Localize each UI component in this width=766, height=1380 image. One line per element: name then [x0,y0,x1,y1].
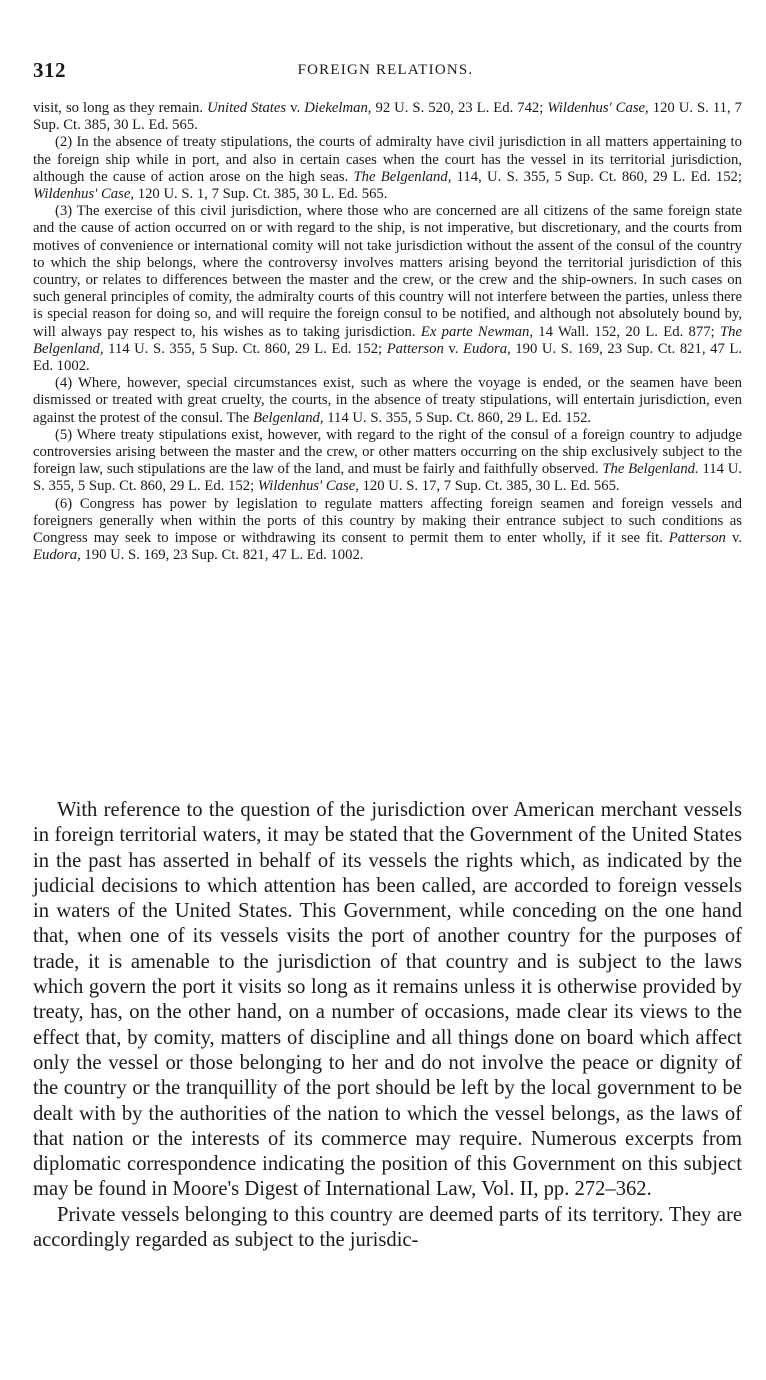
case-name: Eudora, [463,340,511,357]
note-text: v. [286,100,305,116]
note-paragraph [33,427,742,496]
note-text: 92 U. S. 520, 23 L. Ed. 742; [371,100,548,116]
body-paragraph: Private vessels belonging to this country are deemed parts of its territory. They are accordingly regarded as subject to the jurisdic- [33,1203,742,1252]
case-name: Wildenhus' Case, [33,186,135,203]
note-text: 114 U. S. 355, 5 Sup. Ct. 860, 29 L. Ed. 152; [33,461,743,495]
page-number: 312 [33,58,66,82]
case-name: Diekelman, [304,100,372,116]
note-paragraph [33,134,742,203]
note-paragraph [33,100,742,134]
page-header [33,58,738,88]
case-name: The Belgenland, [353,168,452,185]
case-name: Wildenhus' Case, [257,478,359,495]
case-name: Wildenhus' Case, [547,100,649,116]
note-text: visit, so long as they remain. [33,100,208,116]
case-name: Eudora, [33,547,81,564]
case-name: Belgenland, [253,409,324,426]
note-paragraph [33,203,742,375]
note-text: 14 Wall. 152, 20 L. Ed. 877; [533,323,720,340]
note-text: 114 U. S. 355, 5 Sup. Ct. 860, 29 L. Ed. 152. [323,409,592,426]
footnote-block [33,100,742,564]
case-name: The Belgenland, [33,323,742,357]
running-title: FOREIGN RELATIONS. [297,62,474,78]
note-text: 190 U. S. 169, 23 Sup. Ct. 821, 47 L. Ed. 1002. [80,547,364,564]
note-text: 120 U. S. 11, 7 Sup. Ct. 385, 30 L. Ed. 565. [33,100,743,134]
note-text: 120 U. S. 1, 7 Sup. Ct. 385, 30 L. Ed. 565. [134,186,388,203]
case-name: Patterson [386,340,444,357]
note-text: 114 U. S. 355, 5 Sup. Ct. 860, 29 L. Ed. 152; [103,340,387,357]
case-name: Ex parte Newman, [420,323,534,340]
note-text: (3) The exercise of this civil jurisdiction, where those who are concerned are all citizens of the same foreign state and the cause of action occurred on or with regard to the ship, is not imperative, but discretionary, and the courts from motives of convenience or international comity will not take jurisdiction without the assent of the consul of the country to which the ship belongs, where the controversy involves matters arising beyond the territorial jurisdiction of this country, or relates to differences between the master and the crew, or the crew and the ship-owners. In such cases on such general principles of comity, the admiralty courts of this country will not interfere between the parties, unless there is special reason for doing so, and will require the foreign consul to be notified, and although not absolutely bound by, will always pay respect to, his wishes as to taking jurisdiction. [33,203,742,340]
note-text: (2) In the absence of treaty stipulations, the courts of admiralty have civil jurisdiction in all matters appertaining to the foreign ship while in port, and also in certain cases when the court has the vessel in its territorial jurisdiction, although the cause of action arose on the high seas. [33,134,742,185]
body-paragraph: With reference to the question of the jurisdiction over American merchant vessels in foreign territorial waters, it may be stated that the Government of the United States in the past has asserted in behalf of its vessels the rights which, as indicated by the judicial decisions to which attention has been called, are accorded to foreign vessels in waters of the United States. This Government, while conceding on the one hand that, when one of its vessels visits the port of another country for the purposes of trade, it is amenable to the jurisdiction of that country and is subject to the laws which govern the port it visits so long as it remains unless it is otherwise provided by treaty, has, on the other hand, on a number of occasions, made clear its views to the effect that, by comity, matters of discipline and all things done on board which affect only the vessel or those belonging to her and do not involve the peace or dignity of the country or the tranquillity of the port should be left by the local government to be dealt with by the authorities of the nation to which the vessel belongs, as the laws of that nation or the interests of its commerce may require. Numerous excerpts from diplomatic correspondence indicating the position of this Government on this subject may be found in Moore's Digest of International Law, Vol. II, pp. 272–362. [33,799,742,1201]
case-name: The Belgenland. [602,461,699,478]
note-paragraph [33,496,742,565]
note-text: (5) Where treaty stipulations exist, however, with regard to the right of the consul of a foreign country to adjudge controversies arising between the master and the crew, or other matters occurring on the ship exclusively subject to the foreign law, such stipulations are the law of the land, and must be fairly and faithfully observed. [33,426,742,478]
main-text [33,798,742,1253]
case-name: United States [207,100,287,116]
note-text: (6) Congress has power by legislation to regulate matters affecting foreign seamen and foreign vessels and foreigners generally when within the ports of this country by making their entrance subject to such conditions as Congress may seek to impose or withdrawing its consent to permit them to enter wholly, if it see fit. [33,495,742,547]
note-text: 190 U. S. 169, 23 Sup. Ct. 821, 47 L. Ed. 1002. [33,340,742,375]
note-paragraph [33,375,742,427]
note-text: (4) Where, however, special circumstances exist, such as where the voyage is ended, or the seamen have been dismissed or treated with great cruelty, the courts, in the absence of treaty stipulations, will entertain jurisdiction, even against the protest of the consul. The [33,375,742,426]
note-text: 120 U. S. 17, 7 Sup. Ct. 385, 30 L. Ed. 565. [358,478,620,495]
note-text: v. [443,340,464,357]
case-name: Patterson [668,530,726,547]
note-text: 114, U. S. 355, 5 Sup. Ct. 860, 29 L. Ed. 152; [451,168,742,185]
note-text: v. [725,530,742,547]
